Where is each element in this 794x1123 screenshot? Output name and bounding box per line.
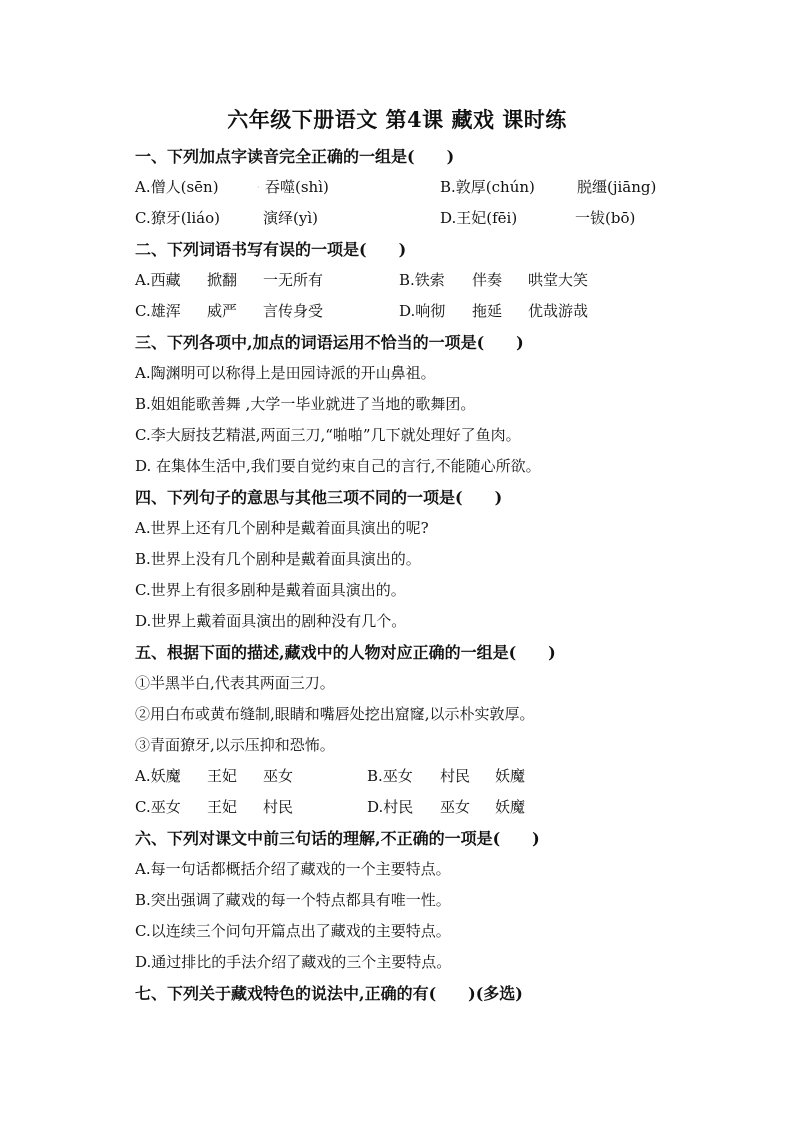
option-1b-part-1: B.敦厚(chún) [440,178,535,196]
option-6c: C.以连续三个问句开篇点出了藏戏的主要特点。 [135,922,451,940]
description-1: ①半黑半白,代表其两面三刀。 [135,674,335,692]
option-1c-part-2: 演绎(yì) [263,209,318,227]
option-5b-word-2: 村民 [440,767,471,785]
option-2d-word-1: D.响彻 [399,302,446,320]
option-1d-part-2: 一钹(bō) [575,209,636,227]
option-2b-word-2: 伴奏 [472,271,503,289]
description-3: ③青面獠牙,以示压抑和恐怖。 [135,736,335,754]
option-1c-part-1: C.獠牙(liáo) [135,209,220,227]
option-5d-word-2: 巫女 [440,798,471,816]
question-2-options-row-2 [135,296,695,327]
option-6d: D.通过排比的手法介绍了藏戏的三个主要特点。 [135,953,452,971]
option-2a-word-3: 一无所有 [263,271,324,289]
option-1b-part-2: 脱缰(jiāng) [577,178,657,196]
option-2c-word-2: 威严 [207,302,238,320]
option-2c-word-1: C.雄浑 [135,302,181,320]
option-5d-word-1: D.村民 [367,798,414,816]
option-4c: C.世界上有很多剧种是戴着面具演出的。 [135,581,406,599]
option-5b-word-3: 妖魔 [495,767,526,785]
option-2b-word-1: B.铁索 [399,271,445,289]
option-6a: A.每一句话都概括介绍了藏戏的一个主要特点。 [135,860,451,878]
question-1-options-row-2 [135,203,695,234]
option-5c-word-3: 村民 [263,798,294,816]
question-1-options-row-1 [135,172,695,203]
option-6b: B.突出强调了藏戏的每一个特点都具有唯一性。 [135,891,451,909]
question-6-stem: 六、下列对课文中前三句话的理解,不正确的一项是( ) [135,829,540,848]
option-1a-part-2: 吞噬(shì) [265,178,329,196]
page-title: 六年级下册语文 第4课 藏戏 课时练 [227,107,567,132]
option-4d: D.世界上戴着面具演出的剧种没有几个。 [135,612,407,630]
question-3-stem: 三、下列各项中,加点的词语运用不恰当的一项是( ) [135,333,524,352]
option-1d-part-1: D.王妃(fēi) [440,209,518,227]
option-5d-word-3: 妖魔 [495,798,526,816]
option-2d-word-3: 优哉游哉 [528,302,589,320]
question-4-stem: 四、下列句子的意思与其他三项不同的一项是( ) [135,488,503,507]
option-2c-word-3: 言传身受 [263,302,324,320]
option-3b: B.姐姐能歌善舞 ,大学一毕业就进了当地的歌舞团。 [135,395,476,413]
option-3a: A.陶渊明可以称得上是田园诗派的开山鼻祖。 [135,364,436,382]
question-2-stem: 二、下列词语书写有误的一项是( ) [135,240,407,259]
option-5a-word-2: 王妃 [207,767,238,785]
emphasis-dot-icon: · [257,183,260,192]
question-1-stem: 一、下列加点字读音完全正确的一组是( ) [135,147,455,166]
option-5b-word-1: B.巫女 [367,767,413,785]
option-5c-word-2: 王妃 [207,798,238,816]
question-7-stem: 七、下列关于藏戏特色的说法中,正确的有( )(多选) [135,984,523,1003]
option-3d: D. 在集体生活中,我们要自觉约束自己的言行,不能随心所欲。 [135,457,541,475]
question-5-stem: 五、根据下面的描述,藏戏中的人物对应正确的一组是( ) [135,643,556,662]
question-2-options-row-1 [135,265,695,296]
option-2b-word-3: 哄堂大笑 [528,271,589,289]
question-5-options-row-2 [135,792,695,823]
description-2: ②用白布或黄布缝制,眼睛和嘴唇处挖出窟窿,以示朴实敦厚。 [135,705,535,723]
option-4a: A.世界上还有几个剧种是戴着面具演出的呢? [135,519,429,537]
option-1a-part-1: A.僧人(sēn) [135,178,219,196]
option-5a-word-3: 巫女 [263,767,294,785]
option-5a-word-1: A.妖魔 [135,767,181,785]
option-3c: C.李大厨技艺精湛,两面三刀,“啪啪”几下就处理好了鱼肉。 [135,426,521,444]
option-2a-word-1: A.西藏 [135,271,181,289]
question-5-options-row-1 [135,761,695,792]
option-2d-word-2: 拖延 [472,302,503,320]
option-4b: B.世界上没有几个剧种是戴着面具演出的。 [135,550,421,568]
option-2a-word-2: 掀翻 [207,271,238,289]
option-5c-word-1: C.巫女 [135,798,181,816]
question-list [135,141,695,1009]
